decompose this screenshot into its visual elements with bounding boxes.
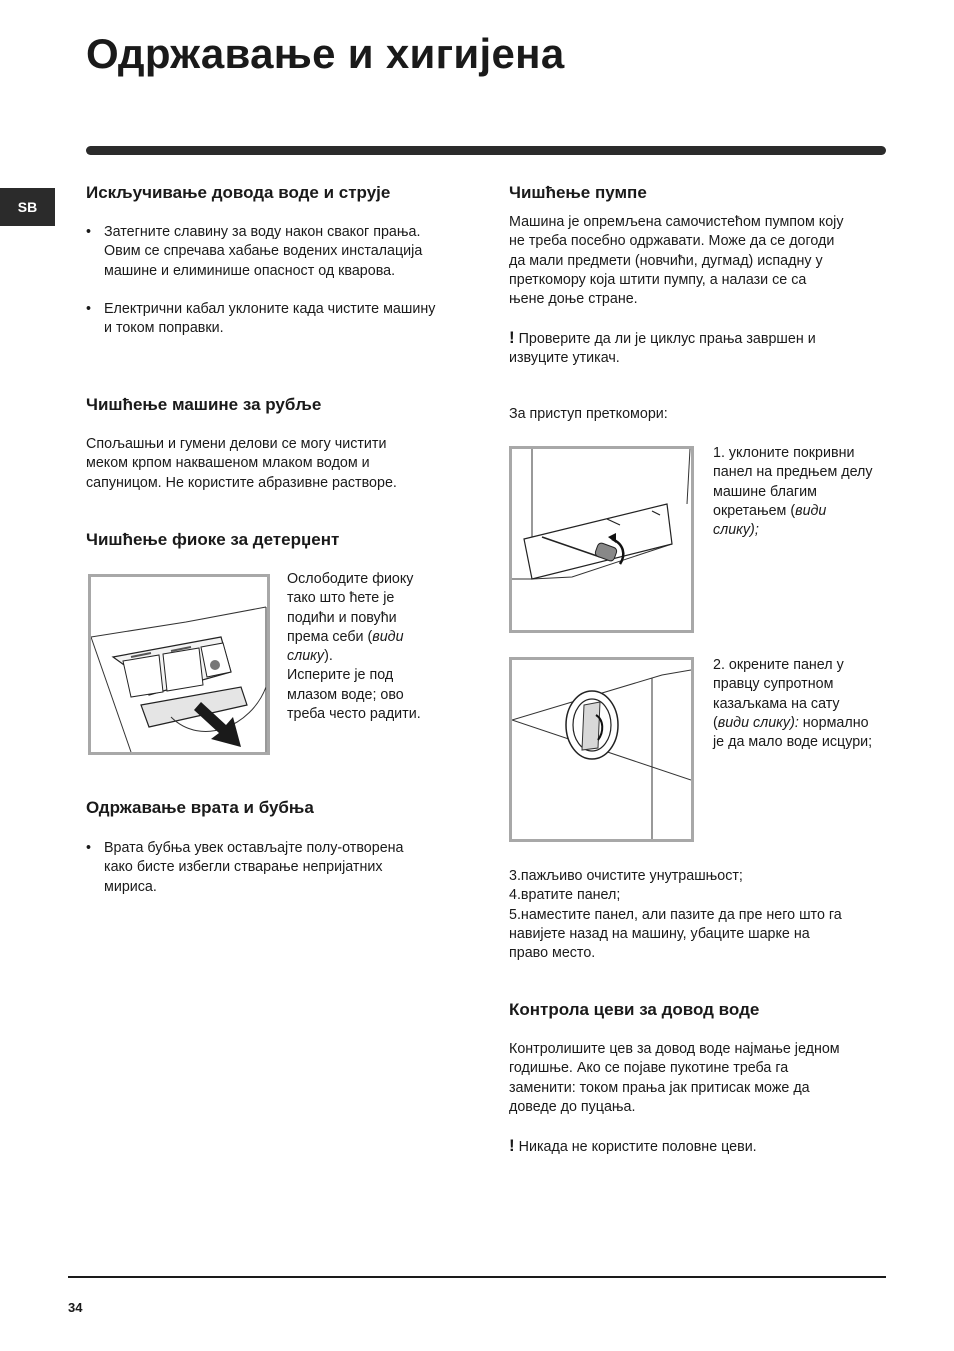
step-2-text: 2. окрените панел у правцу супротном казаљкама на сату (види слику): нормално је да мало воде исцури; — [713, 657, 873, 751]
section-heading-water-hose: Контрола цеви за довод воде — [509, 1000, 760, 1019]
access-label: За приступ преткомори: — [509, 406, 668, 422]
section-heading-machine-cleaning: Чишћење машине за рубље — [86, 395, 322, 414]
drawer-instructions: Ослободите фиоку тако што ћете је подићи и повући према себи (види слику). Исперите је под млазом воде; ово треба често радити. — [287, 571, 421, 723]
section-heading-door-drum: Одржавање врата и бубња — [86, 798, 314, 817]
section-heading-water-power: Искључивање довода воде и струје — [86, 183, 391, 202]
language-tab: SB — [0, 188, 55, 226]
footer-divider — [68, 1276, 886, 1278]
paragraph: Контролишите цев за довод воде најмање једном годишње. Ако се појаве пукотине треба га заменити: током прања јак притисак може да доведе до пуцања. — [509, 1041, 840, 1115]
bullet-marker: • — [86, 224, 92, 240]
remove-panel-illustration — [509, 446, 694, 633]
detergent-drawer-illustration — [88, 574, 270, 755]
paragraph: Машина је опремљена самочистећом пумпом коју не треба посебно одржавати. Може да се догоди да мали предмети (новчићи, дугмад) испадну у преткомору која штити пумпу, а налази се са њене доње стране. — [509, 214, 844, 308]
section-heading-pump-cleaning: Чишћење пумпе — [509, 183, 647, 202]
step-1-text: 1. уклоните покривни панел на предњем делу машине благим окретањем (види слику); — [713, 445, 873, 539]
section-heading-detergent-drawer: Чишћење фиоке за детерџент — [86, 530, 340, 549]
panel-drawing — [512, 449, 691, 630]
title-divider — [86, 146, 886, 155]
warning-note: ! Проверите да ли је циклус прања завршен и извуците утикач. — [509, 328, 816, 367]
bullet-item: • Електрични кабал уклоните када чистите машину и током поправки. — [86, 301, 436, 337]
paragraph: Спољашњи и гумени делови се могу чистити меком крпом наквашеном млаком водом и сапуницом. Не користите абразивне растворе. — [86, 436, 397, 491]
bullet-item: • Затегните славину за воду након сваког прања. Овим се спречава хабање водених инсталација машине и елиминише опасност од кварова. — [86, 224, 423, 279]
steps-3-5: 3.пажљиво очистите унутрашњост; 4.вратите панел; 5.наместите панел, али пазите да пре него што га навијете назад на машину, убаците шарке на право место. — [509, 868, 842, 962]
rotate-panel-illustration — [509, 657, 694, 842]
page-number: 34 — [68, 1300, 83, 1315]
bullet-item: • Врата бубња увек остављајте полу-отворена како бисте избегли стварање непријатних мириса. — [86, 840, 404, 895]
page-title: Одржавање и хигијена — [86, 30, 565, 77]
drawer-drawing — [91, 577, 267, 752]
pump-cover-drawing — [512, 660, 691, 839]
warning-icon: ! — [509, 328, 515, 347]
warning-note: ! Никада не користите половне цеви. — [509, 1136, 757, 1155]
warning-icon: ! — [509, 1136, 515, 1155]
bullet-marker: • — [86, 840, 92, 856]
bullet-marker: • — [86, 301, 92, 317]
